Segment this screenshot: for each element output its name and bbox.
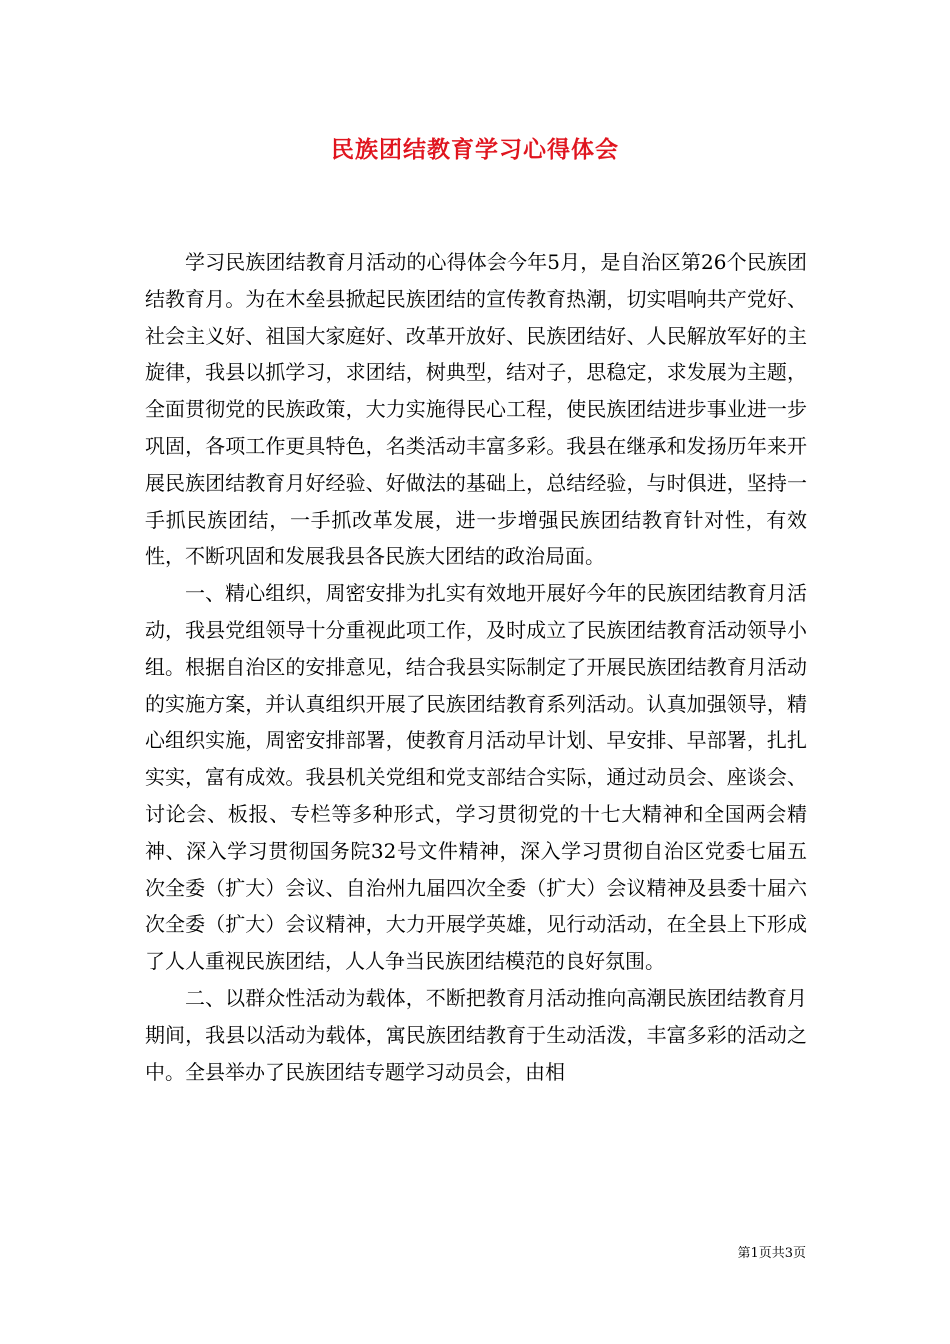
paragraph-intro: 学习民族团结教育月活动的心得体会今年5月，是自治区第26个民族团结教育月。为在木垒县掀起民族团结的宣传教育热潮，切实唱响共产党好、社会主义好、祖国大家庭好、改革开放好、民族团结好、人民解放军好的主旋律，我县以抓学习，求团结，树典型，结对子，思稳定，求发展为主题，全面贯彻党的民族政策，大力实施得民心工程，使民族团结进步事业进一步巩固，各项工作更具特色，名类活动丰富多彩。我县在继承和发扬历年来开展民族团结教育月好经验、好做法的基础上，总结经验，与时俱进，坚持一手抓民族团结，一手抓改革发展，进一步增强民族团结教育针对性，有效性，不断巩固和发展我县各民族大团结的政治局面。 [145, 250, 807, 569]
document-title: 民族团结教育学习心得体会 [331, 136, 619, 163]
page-number-footer: 第1页共3页 [737, 1246, 806, 1261]
paragraph-section-one: 一、精心组织，周密安排为扎实有效地开展好今年的民族团结教育月活动，我县党组领导十分重视此项工作，及时成立了民族团结教育活动领导小组。根据自治区的安排意见，结合我县实际制定了开展民族团结教育月活动的实施方案，并认真组织开展了民族团结教育系列活动。认真加强领导，精心组织实施，周密安排部署，使教育月活动早计划、早安排、早部署，扎扎实实，富有成效。我县机关党组和党支部结合实际，通过动员会、座谈会、讨论会、板报、专栏等多种形式，学习贯彻党的十七大精神和全国两会精神、深入学习贯彻国务院32号文件精神，深入学习贯彻自治区党委七届五次全委（扩大）会议、自治州九届四次全委（扩大）会议精神及县委十届六次全委（扩大）会议精神，大力开展学英雄，见行动活动，在全县上下形成了人人重视民族团结，人人争当民族团结模范的良好氛围。 [145, 581, 807, 974]
document-body [145, 244, 807, 1090]
paragraph-section-two: 二、以群众性活动为载体，不断把教育月活动推向高潮民族团结教育月期间，我县以活动为载体，寓民族团结教育于生动活泼，丰富多彩的活动之中。全县举办了民族团结专题学习动员会，由相 [145, 985, 807, 1084]
